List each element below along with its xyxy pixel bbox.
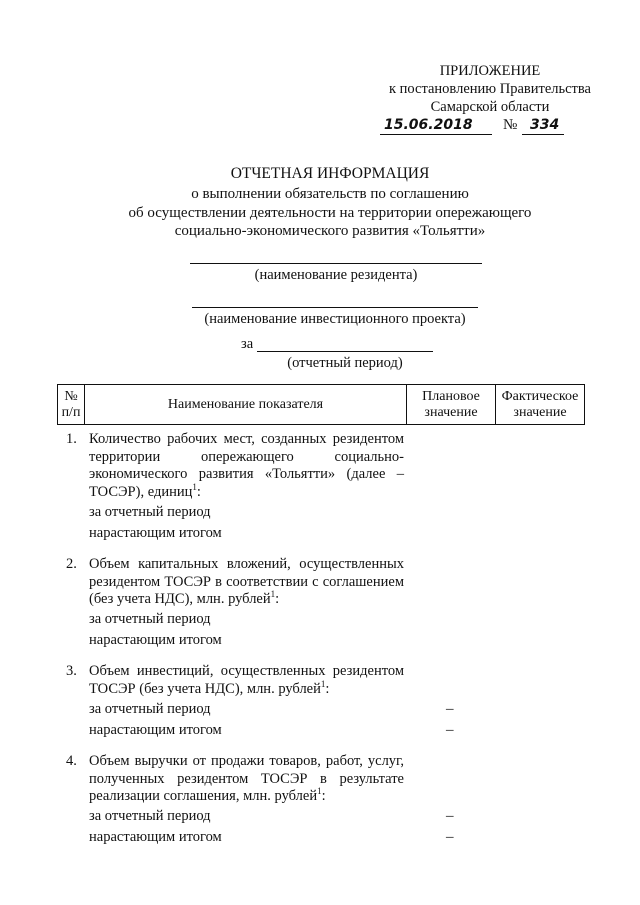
title-line-3: социально-экономического развития «Тольятти» <box>174 223 486 239</box>
row-number: 2. <box>66 556 77 572</box>
row-subline-period: за отчетный период <box>89 808 211 824</box>
col-actual-header <box>496 385 585 425</box>
project-caption: (наименование инвестиционного проекта) <box>204 311 466 327</box>
row-subline-period: за отчетный период <box>89 504 211 520</box>
row-number: 3. <box>66 663 77 679</box>
document-title: ОТЧЕТНАЯ ИНФОРМАЦИЯ <box>230 165 430 182</box>
footnote-mark: 1 <box>270 589 276 600</box>
col-num-header <box>58 385 85 425</box>
row-number: 1. <box>66 431 77 447</box>
planned-value: – <box>446 722 454 738</box>
resolution-number: 334 <box>530 117 560 133</box>
appendix-line-1: к постановлению Правительства <box>389 81 591 97</box>
date-underline <box>380 134 492 135</box>
row-subline-cumulative: нарастающим итогом <box>89 632 222 648</box>
footnote-mark: 1 <box>317 786 322 797</box>
col-name-label: Наименование показателя <box>167 396 324 412</box>
col-actual-line-1: Фактическое <box>501 388 579 404</box>
planned-value: – <box>446 701 454 717</box>
footnote-mark: 1 <box>320 678 326 689</box>
footnote-mark: 1 <box>192 481 197 492</box>
project-name-field <box>192 307 478 308</box>
row-subline-cumulative: нарастающим итогом <box>89 829 222 845</box>
col-planned-line-2: значение <box>424 404 478 420</box>
period-caption: (отчетный период) <box>287 355 403 371</box>
number-underline <box>522 134 564 135</box>
period-prefix: за <box>241 336 254 352</box>
row-text: Объем выручки от продажи товаров, работ, услуг, полученных резидентом ТОСЭР в результате реализации соглашения, млн. рублей$^1$: <box>89 753 404 804</box>
resolution-date: 15.06.2018 <box>384 117 473 133</box>
row-text: Объем капитальных вложений, осуществленных резидентом ТОСЭР в соответствии с соглашением (без учета НДС), млн. рублей$^1$: <box>89 556 404 607</box>
title-line-1: о выполнении обязательств по соглашению <box>191 186 469 202</box>
appendix-title: ПРИЛОЖЕНИЕ <box>439 63 541 79</box>
col-num-line-2: п/п <box>61 404 81 420</box>
col-planned-line-1: Плановое <box>422 388 480 404</box>
row-subline-period: за отчетный период <box>89 611 211 627</box>
title-line-2: об осуществлении деятельности на территории опережающего <box>128 205 532 221</box>
planned-value: – <box>446 808 454 824</box>
col-name-header <box>85 385 407 425</box>
col-planned-header <box>407 385 496 425</box>
row-subline-period: за отчетный период <box>89 701 211 717</box>
resident-name-field <box>190 263 482 264</box>
appendix-line-2: Самарской области <box>430 99 550 115</box>
resident-caption: (наименование резидента) <box>254 267 418 283</box>
row-subline-cumulative: нарастающим итогом <box>89 722 222 738</box>
planned-value: – <box>446 829 454 845</box>
row-text: Количество рабочих мест, созданных резидентом территории опережающего социально-экономического развития «Тольятти» (далее – ТОСЭР), единиц$^1$: <box>89 431 404 500</box>
row-text: Объем инвестиций, осуществленных резидентом ТОСЭР (без учета НДС), млн. рублей$^1$: <box>89 663 404 697</box>
resolution-number-label: № <box>503 117 518 133</box>
indicators-table-header <box>57 384 585 425</box>
row-subline-cumulative: нарастающим итогом <box>89 525 222 541</box>
col-actual-line-2: значение <box>513 404 567 420</box>
col-num-line-1: № <box>64 388 78 404</box>
row-number: 4. <box>66 753 77 769</box>
period-field <box>257 351 433 352</box>
